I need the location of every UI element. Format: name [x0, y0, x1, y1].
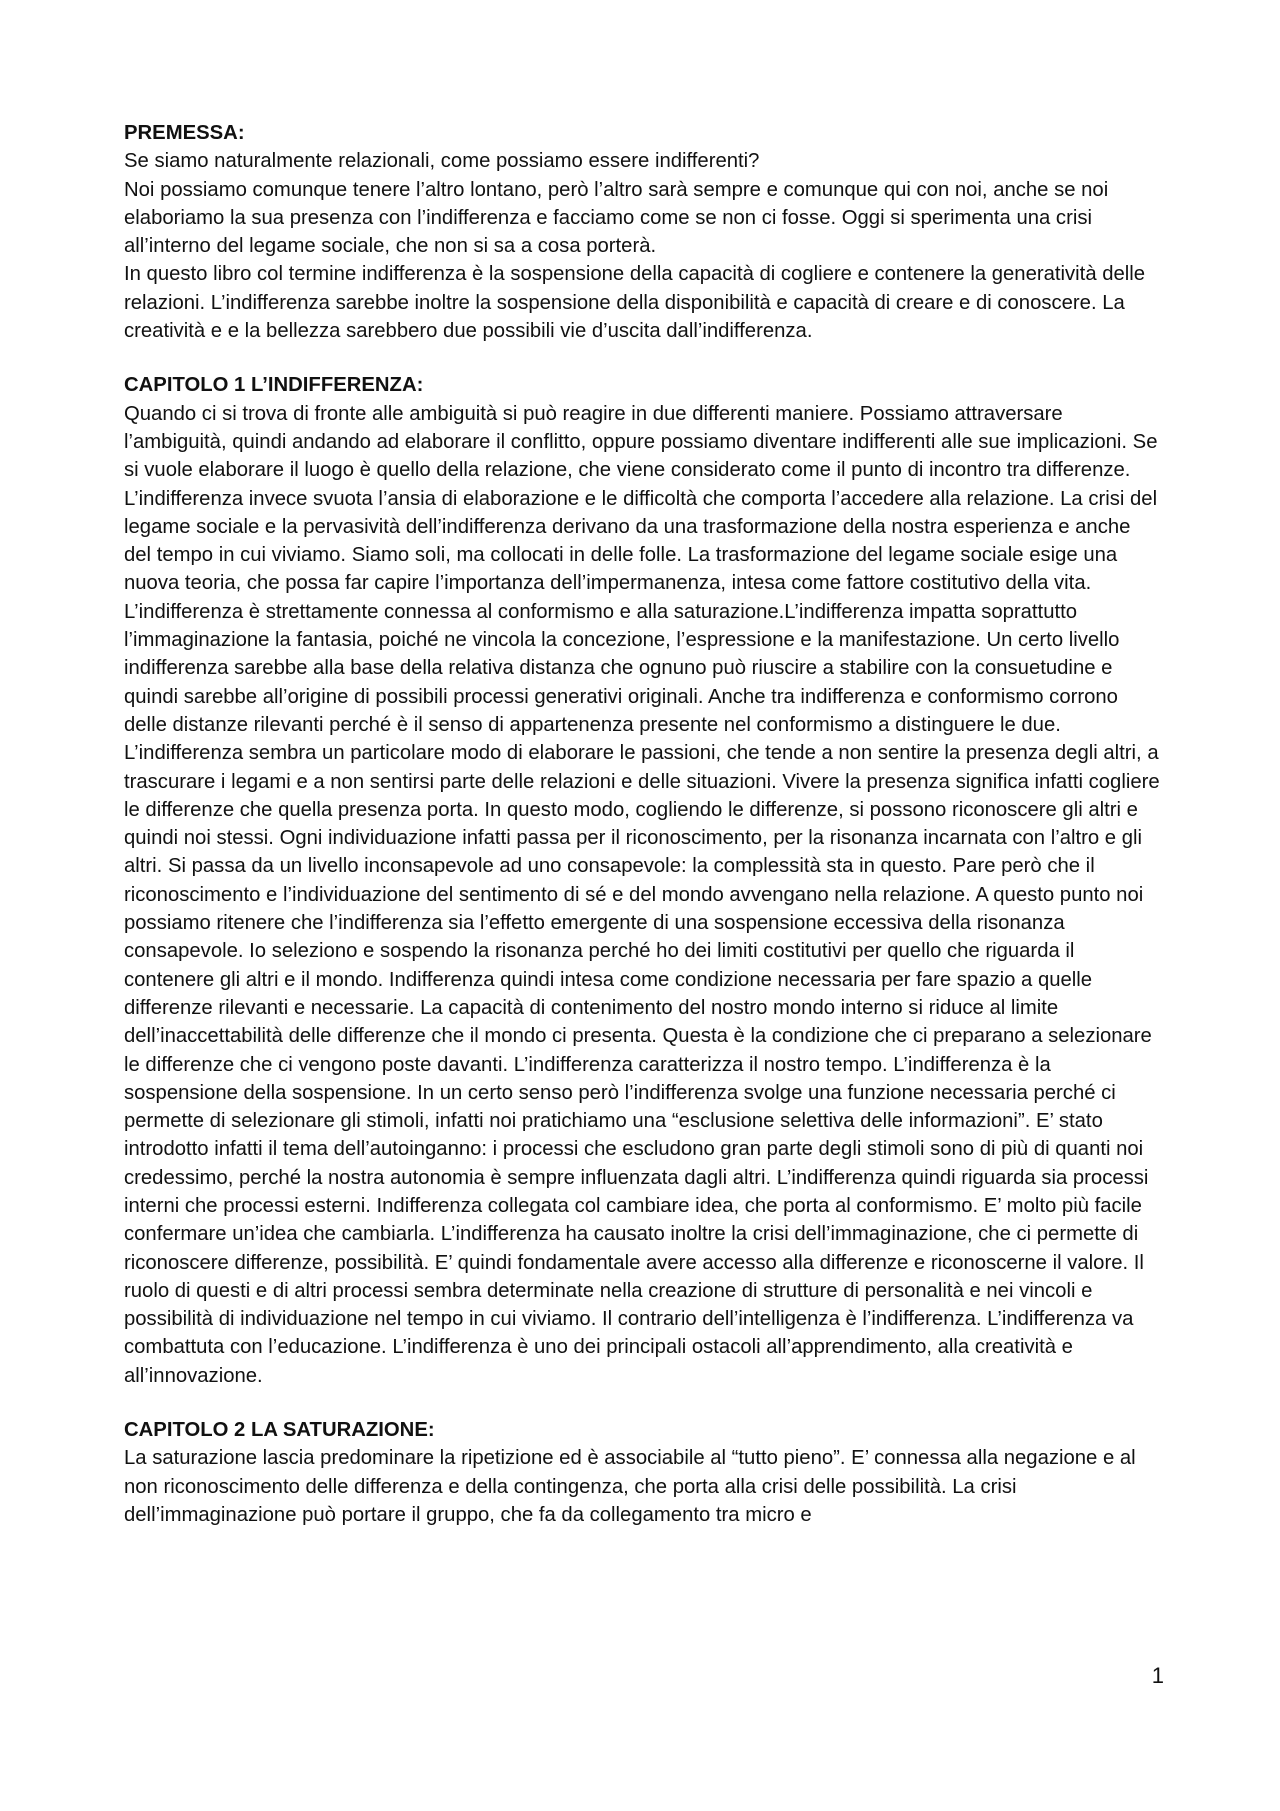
section-capitolo-2 — [124, 1416, 1160, 1529]
paragraph: Noi possiamo comunque tenere l’altro lontano, però l’altro sarà sempre e comunque qui con noi, anche se noi elaboriamo la sua presenza con l’indifferenza e facciamo come se non ci fosse. Oggi si sperimenta una crisi all’interno del legame sociale, che non si sa a cosa porterà. — [124, 178, 1109, 258]
page-number: 1 — [1151, 1663, 1164, 1688]
section-heading: PREMESSA: — [124, 122, 245, 144]
section-premessa — [124, 119, 1160, 345]
paragraph: In questo libro col termine indifferenza è la sospensione della capacità di cogliere e contenere la generatività delle relazioni. L’indifferenza sarebbe inoltre la sospensione della disponibilità e capacità di creare e di conoscere. La creatività e e la bellezza sarebbero due possibili vie d’uscita dall’indifferenza. — [124, 263, 1146, 343]
section-capitolo-1 — [124, 371, 1160, 1390]
paragraph: Quando ci si trova di fronte alle ambiguità si può reagire in due differenti maniere. Possiamo attraversare l’ambiguità, quindi andando ad elaborare il conflitto, oppure possiamo diventare indifferenti alle sue implicazioni. Se si vuole elaborare il luogo è quello della relazione, che viene considerato come il punto di incontro tra differenze. L’indifferenza invece svuota l’ansia di elaborazione e le difficoltà che comporta l’accedere alla relazione. La crisi del legame sociale e la pervasività dell’indifferenza derivano da una trasformazione della nostra esperienza e anche del tempo in cui viviamo. Siamo soli, ma collocati in delle folle. La trasformazione del legame sociale esige una nuova teoria, che possa far capire l’importanza dell’impermanenza, intesa come fattore costitutivo della vita. L’indifferenza è strettamente connessa al conformismo e alla saturazione.L’indifferenza impatta soprattutto l’immaginazione la fantasia, poiché ne vincola la concezione, l’espressione e la manifestazione. Un certo livello indifferenza sarebbe alla base della relativa distanza che ognuno può riuscire a stabilire con la consuetudine e quindi sarebbe all’origine di possibili processi generativi originali. Anche tra indifferenza e conformismo corrono delle distanze rilevanti perché è il senso di appartenenza presente nel conformismo a distinguere le due. L’indifferenza sembra un particolare modo di elaborare le passioni, che tende a non sentire la presenza degli altri, a trascurare i legami e a non sentirsi parte delle relazioni e delle situazioni. Vivere la presenza significa infatti cogliere le differenze che quella presenza porta. In questo modo, cogliendo le differenze, si possono riconoscere gli altri e quindi noi stessi. Ogni individuazione infatti passa per il riconoscimento, per la risonanza incarnata con l’altro e gli altri. Si passa da un livello inconsapevole ad uno consapevole: la complessità sta in questo. Pare però che il riconoscimento e l’individuazione del sentimento di sé e del mondo avvengano nella relazione. A questo punto noi possiamo ritenere che l’indifferenza sia l’effetto emergente di una sospensione eccessiva della risonanza consapevole. Io seleziono e sospendo la risonanza perché ho dei limiti costitutivi per quello che riguarda il contenere gli altri e il mondo. Indifferenza quindi intesa come condizione necessaria per fare spazio a quelle differenze rilevanti e necessarie. La capacità di contenimento del nostro mondo interno si riduce al limite dell’inaccettabilità delle differenze che il mondo ci presenta. Questa è la condizione che ci preparano a selezionare le differenze che ci vengono poste davanti. L’indifferenza caratterizza il nostro tempo. L’indifferenza è la sospensione della sospensione. In un certo senso però l’indifferenza svolge una funzione necessaria perché ci permette di selezionare gli stimoli, infatti noi pratichiamo una “esclusione selettiva delle informazioni”. E’ stato introdotto infatti il tema dell’autoinganno: i processi che escludono gran parte degli stimoli sono di più di quanti noi credessimo, perché la nostra autonomia è sempre influenzata dagli altri. L’indifferenza quindi riguarda sia processi interni che processi esterni. Indifferenza collegata col cambiare idea, che porta al conformismo. E’ molto più facile confermare un’idea che cambiarla. L’indifferenza ha causato inoltre la crisi dell’immaginazione, che ci permette di riconoscere differenze, possibilità. E’ quindi fondamentale avere accesso alla differenze e riconoscerne il valore. Il ruolo di questi e di altri processi sembra determinate nella creazione di strutture di personalità e nei vincoli e possibilità di individuazione nel tempo in cui viviamo. Il contrario dell’intelligenza è l’indifferenza. L’indifferenza va combattuta con l’educazione. L’indifferenza è uno dei principali ostacoli all’apprendimento, alla creatività e all’innovazione. — [124, 402, 1160, 1387]
section-heading: CAPITOLO 1 L’INDIFFERENZA: — [124, 374, 424, 397]
paragraph: Se siamo naturalmente relazionali, come possiamo essere indifferenti? — [124, 150, 760, 173]
paragraph: La saturazione lascia predominare la ripetizione ed è associabile al “tutto pieno”. E’ connessa alla negazione e al non riconoscimento delle differenza e della contingenza, che porta alla crisi delle possibilità. La crisi dell’immaginazione può portare il gruppo, che fa da collegamento tra micro e — [124, 1447, 1136, 1526]
section-heading: CAPITOLO 2 LA SATURAZIONE: — [124, 1419, 435, 1442]
document-page — [124, 119, 1160, 1555]
